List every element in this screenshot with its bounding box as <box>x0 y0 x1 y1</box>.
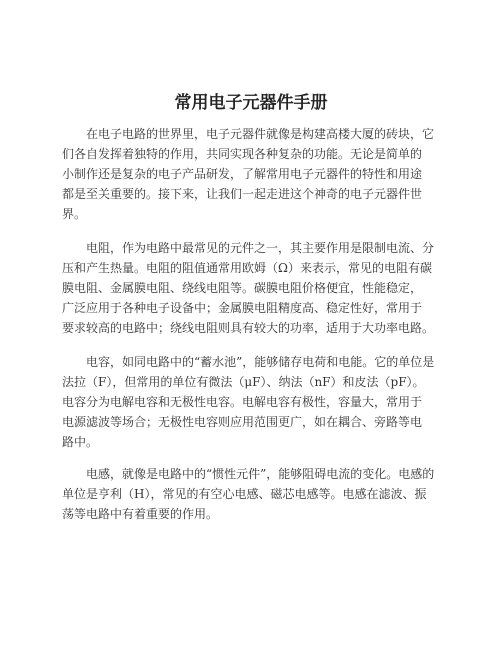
document-title: 常用电子元器件手册 <box>174 93 328 113</box>
paragraph-line: 电源滤波等场合；无极性电容则应用范围更广，如在耦合、旁路等电 <box>62 415 423 429</box>
paragraph-line: 荡等电路中有着重要的作用。 <box>62 507 219 521</box>
paragraph-line: 电感，就像是电路中的“惯性元件”，能够阻碍电流的变化。电感的 <box>86 467 435 481</box>
paragraph-line: 单位是亨利（H），常见的有空心电感、磁芯电感等。电感在滤波、振 <box>62 487 427 501</box>
paragraph-inductor <box>62 464 462 524</box>
paragraph-line: 界。 <box>62 207 87 221</box>
paragraph-intro <box>62 124 462 224</box>
paragraph-line: 路中。 <box>62 435 99 449</box>
paragraph-line: 在电子电路的世界里，电子元器件就像是构建高楼大厦的砖块，它 <box>86 127 435 141</box>
paragraph-line: 要求较高的电路中；绕线电阻则具有较大的功率，适用于大功率电路。 <box>62 321 435 335</box>
paragraph-capacitor <box>62 352 462 452</box>
paragraph-resistor <box>62 238 462 338</box>
paragraph-line: 都是至关重要的。接下来，让我们一起走进这个神奇的电子元器件世 <box>62 187 423 201</box>
paragraph-line: 膜电阻、金属膜电阻、绕线电阻等。碳膜电阻价格便宜，性能稳定， <box>62 281 423 295</box>
paragraph-line: 法拉（F），但常用的单位有微法（μF）、纳法（nF）和皮法（pF）。 <box>62 375 425 389</box>
paragraph-line: 压和产生热量。电阻的阻值通常用欧姆（Ω）来表示，常见的电阻有碳 <box>62 261 432 275</box>
paragraph-line: 电容分为电解电容和无极性电容。电解电容有极性，容量大，常用于 <box>62 395 423 409</box>
paragraph-line: 们各自发挥着独特的作用，共同实现各种复杂的功能。无论是简单的 <box>62 147 423 161</box>
paragraph-line: 电容，如同电路中的“蓄水池”，能够储存电荷和电能。它的单位是 <box>86 355 435 369</box>
paragraph-line: 电阻，作为电路中最常见的元件之一，其主要作用是限制电流、分 <box>86 241 435 255</box>
paragraph-line: 广泛应用于各种电子设备中；金属膜电阻精度高、稳定性好，常用于 <box>62 301 423 315</box>
paragraph-line: 小制作还是复杂的电子产品研发，了解常用电子元器件的特性和用途 <box>62 167 423 181</box>
